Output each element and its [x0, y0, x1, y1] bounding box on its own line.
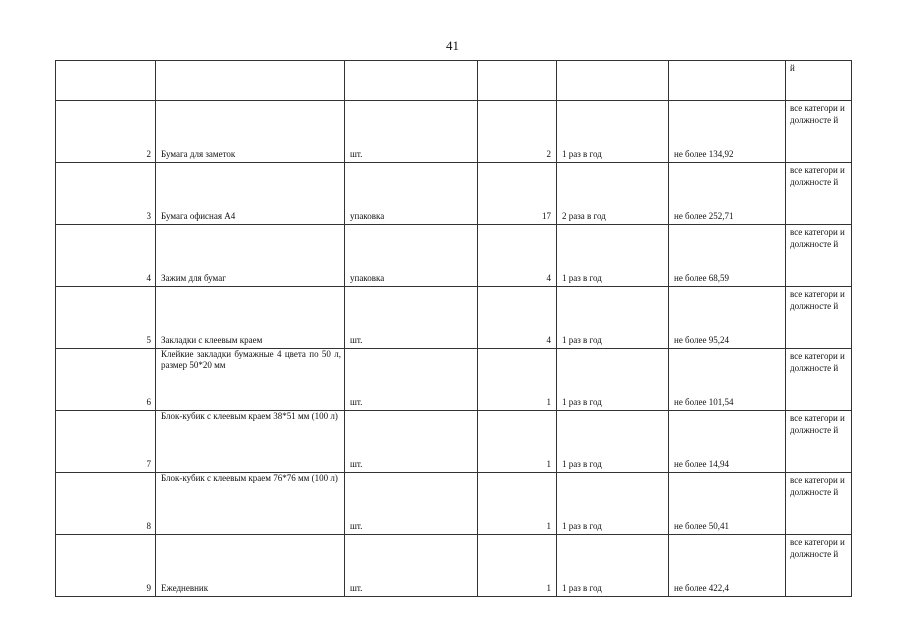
table-row	[56, 101, 852, 163]
norms-table	[55, 60, 852, 597]
cell-unit	[345, 61, 478, 101]
cell-name: Закладки с клеевым краем	[156, 287, 345, 349]
cell-no: 2	[56, 101, 156, 163]
cell-qty	[478, 61, 557, 101]
cell-name-text: Блок-кубик с клеевым краем 76*76 мм (100 л)	[161, 473, 338, 483]
cell-qty: 1	[478, 535, 557, 597]
cell-unit: шт.	[345, 101, 478, 163]
cell-category: все категори и должносте й	[786, 535, 852, 597]
cell-name-text: Блок-кубик с клеевым краем 38*51 мм (100 л)	[161, 411, 338, 421]
cell-category: все категори и должносте й	[786, 349, 852, 411]
cell-no: 6	[56, 349, 156, 411]
cell-unit: упаковка	[345, 225, 478, 287]
cell-qty: 1	[478, 411, 557, 473]
table-row	[56, 473, 852, 535]
cell-frequency: 1 раз в год	[557, 349, 669, 411]
cell-qty: 4	[478, 225, 557, 287]
cell-qty: 1	[478, 349, 557, 411]
table-row	[56, 287, 852, 349]
cell-frequency: 1 раз в год	[557, 225, 669, 287]
cell-no: 4	[56, 225, 156, 287]
cell-name: Ежедневник	[156, 535, 345, 597]
cell-frequency: 1 раз в год	[557, 287, 669, 349]
cell-frequency: 1 раз в год	[557, 535, 669, 597]
cell-name: Бумага для заметок	[156, 101, 345, 163]
cell-unit: упаковка	[345, 163, 478, 225]
cell-qty: 17	[478, 163, 557, 225]
cell-frequency	[557, 61, 669, 101]
cell-price: не более 422,4	[669, 535, 786, 597]
cell-price: не более 134,92	[669, 101, 786, 163]
table-row	[56, 535, 852, 597]
cell-unit: шт.	[345, 535, 478, 597]
cell-price: не более 95,24	[669, 287, 786, 349]
cell-category: й	[786, 61, 852, 101]
table-row	[56, 163, 852, 225]
cell-no: 9	[56, 535, 156, 597]
cell-frequency: 2 раза в год	[557, 163, 669, 225]
cell-price: не более 14,94	[669, 411, 786, 473]
cell-name: Зажим для бумаг	[156, 225, 345, 287]
cell-no: 5	[56, 287, 156, 349]
cell-unit: шт.	[345, 473, 478, 535]
cell-price: не более 68,59	[669, 225, 786, 287]
table-row	[56, 411, 852, 473]
cell-name-text: Клейкие закладки бумажные 4 цвета по 50 л, размер 50*20 мм	[161, 349, 341, 370]
cell-qty: 4	[478, 287, 557, 349]
cell-price	[669, 61, 786, 101]
table-row-continuation	[56, 61, 852, 101]
cell-price: не более 252,71	[669, 163, 786, 225]
cell-unit: шт.	[345, 349, 478, 411]
cell-frequency: 1 раз в год	[557, 101, 669, 163]
cell-category: все категори и должносте й	[786, 287, 852, 349]
cell-unit: шт.	[345, 287, 478, 349]
cell-category: все категори и должносте й	[786, 225, 852, 287]
cell-price: не более 50,41	[669, 473, 786, 535]
page-number: 41	[446, 38, 459, 53]
cell-category: все категори и должносте й	[786, 163, 852, 225]
cell-no: 3	[56, 163, 156, 225]
cell-name	[156, 61, 345, 101]
cell-qty: 1	[478, 473, 557, 535]
table-row	[56, 349, 852, 411]
cell-category: все категори и должносте й	[786, 411, 852, 473]
cell-no: 8	[56, 473, 156, 535]
cell-name	[156, 411, 345, 473]
cell-name: Бумага офисная А4	[156, 163, 345, 225]
cell-category: все категори и должносте й	[786, 101, 852, 163]
cell-category: все категори и должносте й	[786, 473, 852, 535]
cell-name	[156, 349, 345, 411]
cell-unit: шт.	[345, 411, 478, 473]
cell-no: 7	[56, 411, 156, 473]
cell-price: не более 101,54	[669, 349, 786, 411]
cell-name	[156, 473, 345, 535]
cell-no	[56, 61, 156, 101]
cell-frequency: 1 раз в год	[557, 411, 669, 473]
cell-qty: 2	[478, 101, 557, 163]
table-row	[56, 225, 852, 287]
cell-frequency: 1 раз в год	[557, 473, 669, 535]
